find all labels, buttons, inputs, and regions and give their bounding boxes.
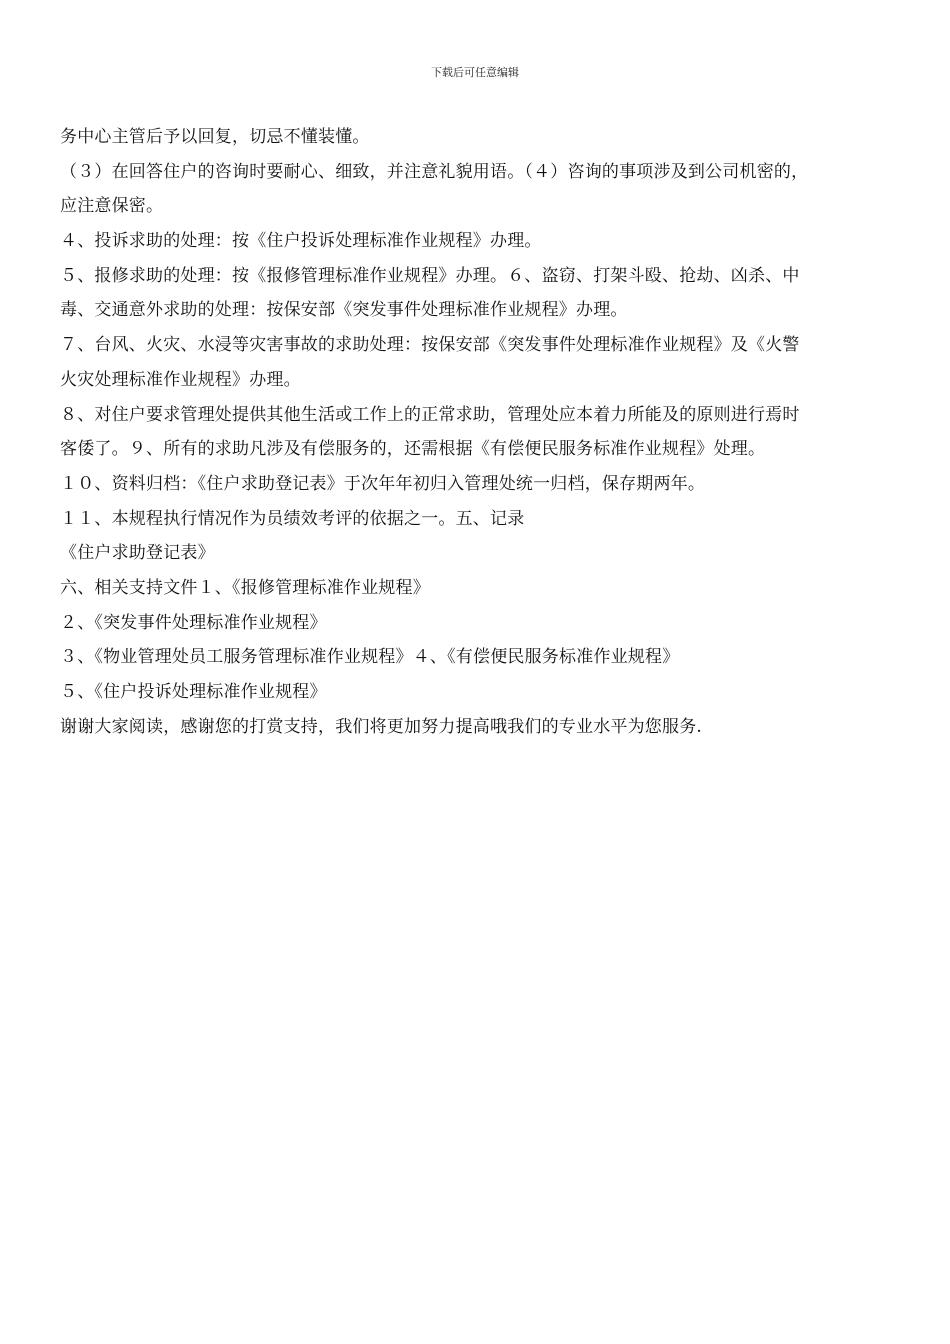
text-line: ５、《住户投诉处理标准作业规程》 — [60, 682, 327, 702]
text-line: （３）在回答住户的咨询时要耐心、细致，并注意礼貌用语。（４）咨询的事项涉及到公司机密的， — [60, 161, 809, 182]
text-line: 《住户求助登记表》 — [60, 543, 215, 564]
text-line: １０、资料归档：《住户求助登记表》于次年年初归入管理处统一归档，保存期两年。 — [60, 473, 706, 494]
text-line: 毒、交通意外求助的处理：按保安部《突发事件处理标准作业规程》办理。 — [60, 300, 628, 321]
text-line: ３、《物业管理处员工服务管理标准作业规程》４、《有偿便民服务标准作业规程》 — [60, 647, 680, 668]
text-line: １１、本规程执行情况作为员绩效考评的依据之一。五、记录 — [60, 508, 525, 529]
text-line: ４、投诉求助的处理：按《住户投诉处理标准作业规程》办理。 — [60, 231, 542, 252]
text-line: 应注意保密。 — [60, 196, 164, 217]
text-line: ８、对住户要求管理处提供其他生活或工作上的正常求助，管理处应本着力所能及的原则进行焉时 — [60, 404, 800, 425]
text-line: ２、《突发事件处理标准作业规程》 — [60, 612, 327, 633]
page-header: 下载后可任意编辑 — [431, 66, 519, 79]
text-line: ５、报修求助的处理：按《报修管理标准作业规程》办理。６、盗窃、打架斗殴、抢劫、凶杀、中 — [60, 265, 800, 286]
text-line: 火灾处理标准作业规程》办理。 — [60, 369, 301, 390]
text-line: ７、台风、火灾、水浸等灾害事故的求助处理：按保安部《突发事件处理标准作业规程》及《火警 — [60, 335, 800, 356]
document-body — [60, 120, 900, 744]
closing-line: 谢谢大家阅读，感谢您的打赏支持，我们将更加努力提高哦我们的专业水平为您服务. — [60, 716, 703, 737]
text-line: 客倭了。９、所有的求助凡涉及有偿服务的，还需根据《有偿便民服务标准作业规程》处理。 — [60, 439, 766, 460]
text-line: 六、相关支持文件１、《报修管理标准作业规程》 — [60, 577, 430, 598]
text-line: 务中心主管后予以回复，切忌不懂装懂。 — [60, 127, 370, 147]
